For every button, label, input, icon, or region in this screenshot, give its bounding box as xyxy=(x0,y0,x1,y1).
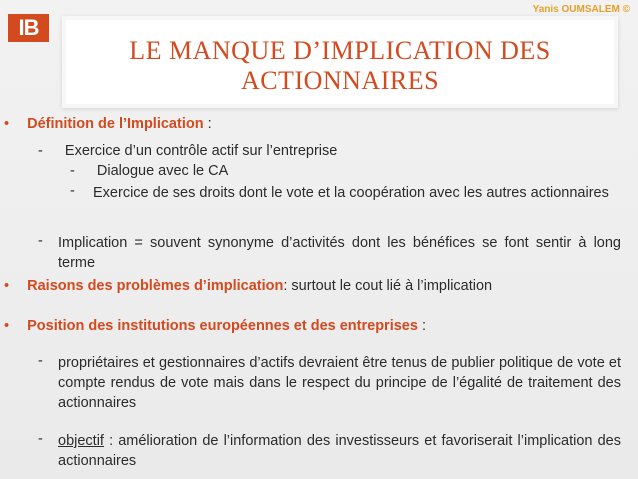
item-text: Implication = souvent synonyme d’activités dont les bénéfices se font sentir à long terme xyxy=(58,235,621,271)
logo: IB xyxy=(8,14,49,42)
objective-text: : amélioration de l’information des investisseurs et favoriserait l’implication des actionnaires xyxy=(58,433,621,469)
list-item xyxy=(38,233,43,249)
list-item xyxy=(38,353,43,369)
bullet-heading: Raisons des problèmes d’implication xyxy=(27,278,284,294)
objective-keyword: objectif xyxy=(58,433,104,449)
bullet-suffix: : surtout le cout lié à l’implication xyxy=(283,278,493,294)
slide-title: LE MANQUE D’IMPLICATION DES ACTIONNAIRES xyxy=(129,36,551,95)
list-item xyxy=(38,143,337,159)
bullet-position xyxy=(4,318,426,334)
item-text: Dialogue avec le CA xyxy=(96,163,229,179)
title-box xyxy=(66,20,614,104)
bullet-reasons xyxy=(4,278,492,294)
bullet-suffix: : xyxy=(417,318,426,334)
dash-marker: - xyxy=(38,431,43,447)
dash-marker: - xyxy=(70,163,75,179)
bullet-heading: Définition de l’Implication xyxy=(27,116,204,132)
bullet-icon: • xyxy=(4,318,10,334)
bullet-icon: • xyxy=(4,278,10,294)
sub-item-text: Exercice de ses droits dont le vote et la coopération avec les autres actionnaires xyxy=(93,185,609,201)
sub-list-item xyxy=(70,183,75,199)
item-text: Exercice d’un contrôle actif sur l’entreprise xyxy=(64,143,338,159)
bullet-icon: • xyxy=(4,116,10,132)
dash-marker: - xyxy=(70,183,75,199)
bullet-definition xyxy=(4,116,212,132)
dash-marker: - xyxy=(38,143,43,159)
dash-marker: - xyxy=(38,233,43,249)
item-text: propriétaires et gestionnaires d’actifs devraient être tenus de publier politique de vote et compte rendus de vote mais dans le respect du principe de l’égalité de traitement des actionnaires xyxy=(58,355,621,411)
bullet-suffix: : xyxy=(203,116,212,132)
dash-marker: - xyxy=(38,353,43,369)
bullet-heading: Position des institutions européennes et des entreprises xyxy=(27,318,418,334)
item-text xyxy=(58,431,621,471)
sub-list-item xyxy=(70,163,228,179)
list-item xyxy=(38,431,43,447)
author-credit: Yanis OUMSALEM © xyxy=(532,4,630,15)
